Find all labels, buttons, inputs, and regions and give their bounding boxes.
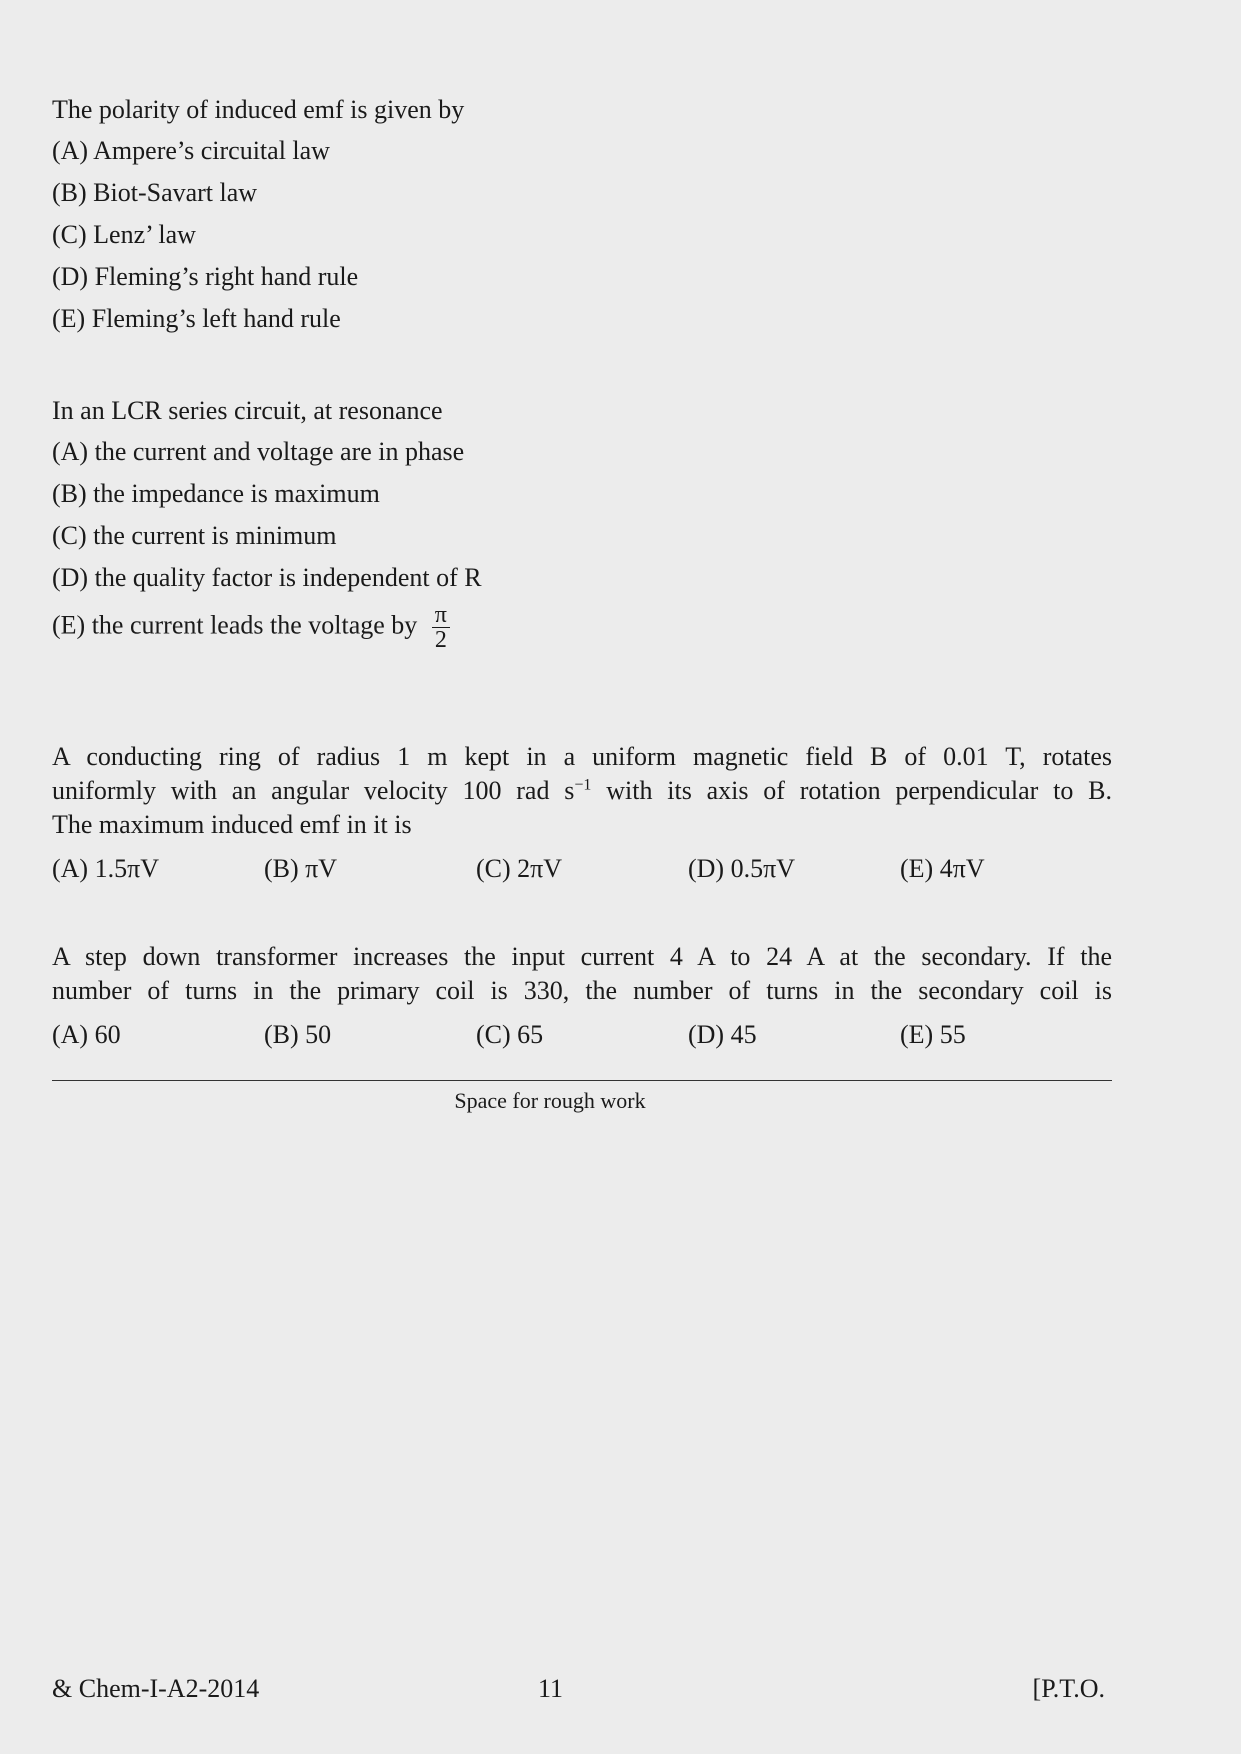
fraction-numerator: π: [432, 603, 450, 628]
page-number: 11: [538, 1674, 564, 1703]
options-row: [52, 852, 1112, 886]
option-d: (D) 45: [688, 1020, 757, 1049]
rough-work-label: Space for rough work: [454, 1088, 646, 1113]
pto-label: [P.T.O.: [1032, 1674, 1105, 1703]
exponent: −1: [574, 776, 592, 794]
divider: [52, 1080, 1112, 1081]
question-polarity: [52, 93, 1112, 344]
option-e: (E) 4πV: [900, 854, 985, 883]
question-lcr-resonance: [52, 394, 1112, 660]
question-stem-line-2: number of turns in the primary coil is 330, the number of turns in the secondary coil is: [52, 976, 1112, 1005]
option-a: (A) Ampere’s circuital law: [52, 136, 330, 165]
options-row: [52, 1018, 1112, 1052]
option-a: (A) the current and voltage are in phase: [52, 437, 465, 466]
question-stem: The polarity of induced emf is given by: [52, 95, 465, 124]
option-a: (A) 1.5πV: [52, 854, 159, 883]
stem-text: uniformly with an angular velocity 100 rad s: [52, 776, 575, 805]
question-conducting-ring: [52, 740, 1112, 886]
option-c: (C) 65: [476, 1020, 544, 1049]
option-c: (C) 2πV: [476, 854, 563, 883]
question-stem-line-3: The maximum induced emf in it is: [52, 810, 412, 839]
option-e: (E) 55: [900, 1020, 966, 1049]
option-b: (B) 50: [264, 1020, 332, 1049]
question-stem-line-1: A conducting ring of radius 1 m kept in a uniform magnetic field B of 0.01 T, rotates: [52, 742, 1112, 771]
pi-over-two-fraction: [432, 603, 450, 652]
stem-text: with its axis of rotation perpendicular to B.: [591, 776, 1113, 805]
option-e: (E) Fleming’s left hand rule: [52, 304, 341, 333]
option-d: (D) 0.5πV: [688, 854, 795, 883]
question-stem: In an LCR series circuit, at resonance: [52, 396, 443, 425]
fraction-denominator: 2: [434, 627, 447, 653]
footer-code: & Chem-I-A2-2014: [52, 1674, 260, 1703]
option-d: (D) the quality factor is independent of R: [52, 563, 482, 592]
option-b: (B) the impedance is maximum: [52, 479, 380, 508]
question-stem-line-1: A step down transformer increases the input current 4 A to 24 A at the secondary. If the: [52, 942, 1112, 971]
question-stem-line-2: [52, 774, 1112, 808]
option-e-text: (E) the current leads the voltage by: [52, 610, 418, 640]
option-c: (C) the current is minimum: [52, 521, 337, 550]
question-transformer: [52, 940, 1112, 1052]
option-c: (C) Lenz’ law: [52, 220, 196, 249]
option-b: (B) Biot-Savart law: [52, 178, 258, 207]
option-d: (D) Fleming’s right hand rule: [52, 262, 359, 291]
option-b: (B) πV: [264, 854, 338, 883]
option-e: [52, 603, 1112, 652]
option-a: (A) 60: [52, 1020, 121, 1049]
